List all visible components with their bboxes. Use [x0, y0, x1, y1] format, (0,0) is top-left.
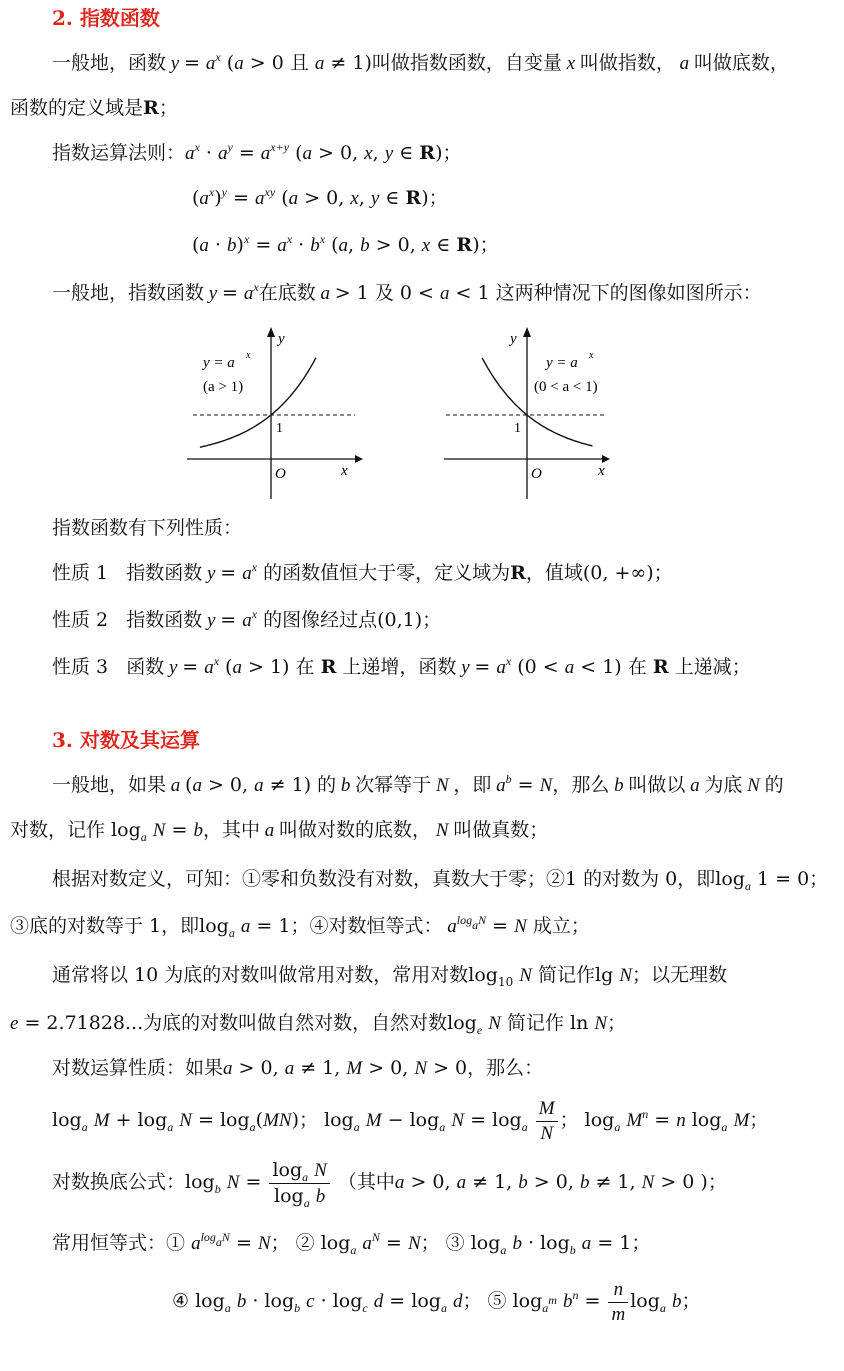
log-facts-line-2: ③底的对数等于 1，即$\log_a a = 1$；④对数恒等式： $a^{log_aN} = N$ 成立； — [10, 913, 590, 940]
log-ops-formulas: $\log_a M + \log_a N = \log_a(MN)$； $\log_a M - \log_a N = \log_a$ $\frac{M}{N}$ ； $\log_a M^n = n$ $\log_a M$； — [52, 1097, 769, 1144]
property-2: 性质 2 指数函数 $y = a^x$ 的图像经过点(0,1)； — [52, 607, 442, 631]
property-3: 性质 3 函数 $y = a^x$ (a > 1) 在 R 上递增，函数 $y = a^x$ (0 < a < 1) 在 R 上递减； — [52, 654, 751, 678]
exp-definition-line-1: 一般地，函数 $y = a^x$ (a > 0 且 a ≠ 1)叫做指数函数，自变量 x 叫做指数， a 叫做底数， — [52, 50, 789, 74]
graph-equation-exponent: x — [246, 350, 251, 361]
section-2-title: 2. 指数函数 — [52, 6, 160, 30]
graph-equation-label: y = a — [546, 355, 578, 371]
intercept-label: 1 — [276, 421, 283, 436]
graph-equation-label: y = a — [203, 355, 235, 371]
origin-label: O — [275, 466, 286, 482]
log-ops-intro: 对数运算性质：如果a > 0, a ≠ 1, M > 0, N > 0，那么： — [52, 1057, 544, 1079]
fraction-m-over-n: $\frac{M}{N}$ — [536, 1097, 558, 1146]
fraction-change-of-base: $\frac{\log_a N}{\log_a b}$ — [269, 1158, 329, 1209]
log-definition-line-2: 对数，记作 $\log_a N = b$，其中 a 叫做对数的底数， N 叫做真数； — [10, 819, 549, 844]
y-axis-label: y — [510, 331, 517, 347]
origin-label: O — [531, 466, 542, 482]
exp-law-1: 指数运算法则：$a^x \cdot a^y = a^{x+y}$ (a > 0, x, y ∈ R)； — [52, 140, 462, 164]
change-of-base-formula: 对数换底公式：$\log_b N$ = $\frac{\log_a N}{\log_a b}$ （其中a > 0, a ≠ 1, b > 0, b ≠ 1, N > 0 )； — [52, 1158, 727, 1210]
graph-growth — [183, 325, 363, 500]
identities-line-2: ④ $\log_a b \cdot \log_b c \cdot \log_c d = \log_a d$； ⑤ $\log_{a^m} b^n$ = $\frac{n}{m}$ $\log_a b$； — [172, 1278, 701, 1325]
y-axis-label: y — [278, 331, 285, 347]
graph-equation-exponent: x — [589, 350, 594, 361]
graph-condition-label: (a > 1) — [203, 379, 244, 395]
identities-line-1: 常用恒等式：① $a^{log_aN} = N$； ② $\log_a a^N = N$； ③ $\log_a b \cdot \log_b a = 1$； — [52, 1230, 651, 1257]
section-3-title: 3. 对数及其运算 — [52, 728, 200, 752]
common-log-line: 通常将以 10 为底的对数叫做常用对数，常用对数$\log_{10} N$ 简记作lg N；以无理数 — [52, 964, 728, 989]
x-axis-arrow — [602, 455, 610, 463]
y-axis-arrow — [523, 327, 531, 337]
curve-growth — [200, 358, 316, 447]
exp-law-3: $(a \cdot b)^x = a^x \cdot b^x$ (a, b > 0, x ∈ R)； — [192, 232, 499, 256]
intercept-label: 1 — [514, 421, 521, 436]
x-axis-arrow — [355, 455, 363, 463]
natural-log-line: e = 2.71828...为底的对数叫做自然对数，自然对数$\log_e N$ 简记作 ln N； — [10, 1012, 627, 1037]
exp-law-2: $(a^x)^y = a^{xy}$ (a > 0, x, y ∈ R)； — [192, 185, 448, 209]
curve-decay — [482, 358, 592, 446]
y-axis-arrow — [267, 327, 275, 337]
graph-intro: 一般地，指数函数 $y = a^x$在底数 a > 1 及 0 < a < 1 这两种情况下的图像如图所示： — [52, 280, 762, 304]
x-axis-label: x — [598, 463, 605, 479]
fraction-n-over-m: $\frac{n}{m}$ — [608, 1278, 628, 1327]
log-facts-line-1: 根据对数定义，可知：①零和负数没有对数，真数大于零；②1 的对数为 0，即$\log_a 1 = 0$； — [52, 868, 829, 893]
x-axis-label: x — [341, 463, 348, 479]
graph-decay — [440, 325, 620, 500]
properties-intro: 指数函数有下列性质： — [52, 517, 243, 539]
property-1: 性质 1 指数函数 $y = a^x$ 的函数值恒大于零，定义域为R，值域(0, +∞)； — [52, 560, 673, 584]
log-definition-line-1: 一般地，如果 a (a > 0, a ≠ 1) 的 b 次幂等于 N ，即 $a^b = N$，那么 b 叫做以 a 为底 N 的 — [52, 772, 784, 796]
exp-definition-line-2: 函数的定义域是R； — [10, 97, 178, 119]
graph-condition-label: (0 < a < 1) — [534, 379, 598, 395]
